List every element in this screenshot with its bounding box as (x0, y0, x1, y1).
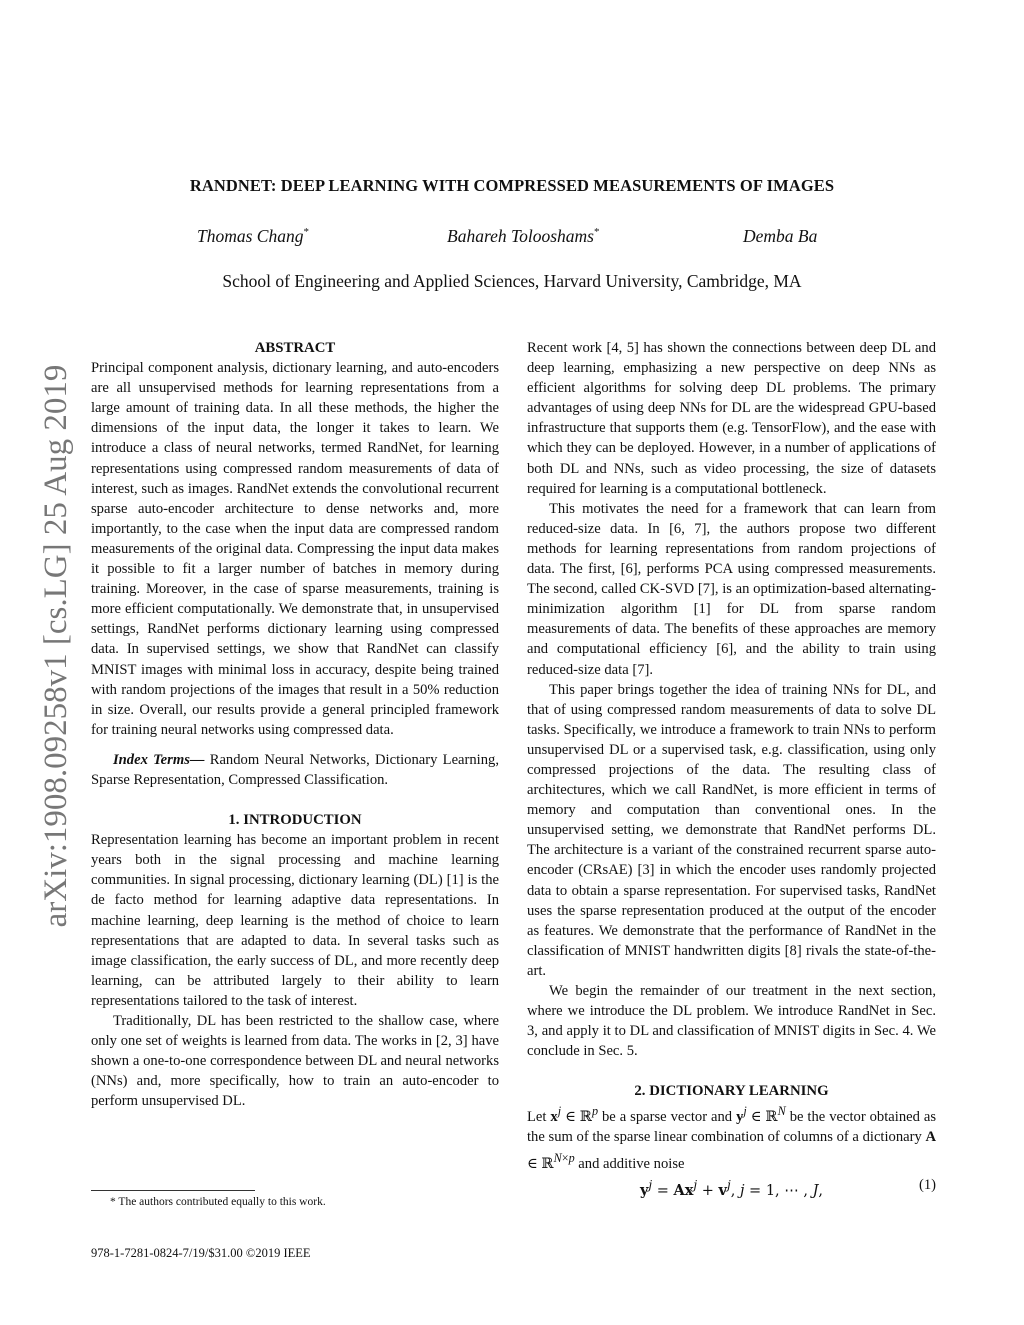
right-column (527, 338, 937, 1200)
affiliation: School of Engineering and Applied Sciences, Harvard University, Cambridge, MA (222, 271, 802, 291)
footnote-rule (91, 1190, 255, 1191)
left-column (91, 338, 499, 1111)
abstract-text: Principal component analysis, dictionary learning, and auto-encoders are all unsupervised methods for learning representations from a large amount of training data. In all these methods, the higher the dimensions of the input data, the longer it takes to learn. We introduce a class of neural networks, termed RandNet, for learning representations using compressed random measurements of data of interest, such as images. RandNet extends the convolutional recurrent sparse auto-encoder architecture to dense networks and, more importantly, to the case when the input data are compressed random measurements of the original data. Compressing the input data makes it possible to fit a larger number of batches in memory during training. Moreover, in the case of sparse measurements, training is more efficient computationally. We demonstrate that, in unsupervised settings, RandNet performs dictionary learning using compressed data. In supervised settings, we show that RandNet can classify MNIST images with minimal loss in accuracy, despite being trained with random projections of the images that result in a 50% reduction in size. Overall, our results provide a general principled framework for training neural networks using compressed data. (91, 360, 499, 738)
equation-1: $y^j = Ax^j + v^j$, j = 1, ⋯ , J, (1) (639, 1177, 936, 1200)
index-terms-text: Random Neural Networks, Dictionary Learning, Sparse Representation, Compressed Classification. (91, 751, 499, 788)
intro-paragraph-5: This paper brings together the idea of training NNs for DL, and that of using compressed random measurements of data to solve DL tasks. Specifically, we introduce a framework to train NNs to perform unsupervised DL or a supervised task, e.g. classification, using only compressed projections of the data. The resulting class of architectures, which we call RandNet, is more efficient in terms of memory and computation than conventional ones. In the unsupervised setting, we demonstrate that RandNet performs DL. The architecture is a variant of the constrained recurrent sparse auto-encoder (CRsAE) [3] in which the encoder uses randomly projected data to obtain a sparse representation. For supervised tasks, RandNet uses the sparse representation produced at the output of the encoder as features. We demonstrate that the performance of RandNet in the classification of MNIST handwritten digits [8] rivals the state-of-the-art. (527, 681, 936, 979)
intro-paragraph-2: Traditionally, DL has been restricted to the shallow case, where only one set of weights is learned from data. The works in [2, 3] have shown a one-to-one correspondence between DL and neural networks (NNs) and, more specifically, how to train an auto-encoder to perform unsupervised DL. (91, 1013, 499, 1110)
intro-paragraph-1: Representation learning has become an important problem in recent years both in the signal processing and machine learning communities. In signal processing, dictionary learning (DL) [1] is the de facto method for learning adaptive data representations. In machine learning, deep learning is the method of choice to learn representations that are adapted to data. In several tasks such as image classification, the early success of DL, and more recently deep learning, can be attributed largely to their ability to learn representations tailored to the task of interest. (91, 832, 499, 1009)
index-terms-label: Index Terms— (113, 751, 205, 768)
dict-heading: 2. DICTIONARY LEARNING (634, 1083, 829, 1100)
equation-number: (1) (918, 1177, 936, 1194)
index-terms (91, 750, 499, 790)
footnote: * The authors contributed equally to this work. (110, 1196, 326, 1208)
intro-paragraph-6: We begin the remainder of our treatment in the next section, where we introduce the DL problem. We introduce RandNet in Sec. 3, and apply it to DL and classification of MNIST digits in Sec. 4. We conclude in Sec. 5. (527, 983, 936, 1060)
paper-title: RANDNET: DEEP LEARNING WITH COMPRESSED MEASUREMENTS OF IMAGES (189, 176, 835, 195)
author-1: Thomas Chang* (197, 226, 309, 246)
isbn-line: 978-1-7281-0824-7/19/$31.00 ©2019 IEEE (91, 1246, 311, 1260)
author-2: Bahareh Tolooshams* (447, 226, 600, 246)
dict-paragraph: Let $x^j$ ∈ ℝ$^p$ be a sparse vector and $y^j$ ∈ ℝ$^N$ be the vector obtained as the sum of the sparse linear combination of columns of a dictionary A ∈ ℝ$^{N\times p}$ and additive noise (527, 1104, 937, 1172)
arxiv-stamp: arXiv:1908.09258v1 [cs.LG] 25 Aug 2019 (38, 364, 74, 928)
intro-heading: 1. INTRODUCTION (228, 812, 362, 829)
author-3: Demba Ba (743, 226, 818, 246)
abstract-heading: ABSTRACT (254, 340, 336, 356)
intro-paragraph-3: Recent work [4, 5] has shown the connections between deep DL and deep learning, emphasizing a new perspective on deep NNs as efficient algorithms for solving deep DL problems. The primary advantages of using deep NNs for DL are the widespread GPU-based infrastructure that supports them (e.g. TensorFlow), and the ease with which they can be deployed. However, in a number of applications of both DL and NNs, such as video processing, the size of datasets required for learning is a computational bottleneck. (527, 340, 936, 497)
intro-paragraph-4: This motivates the need for a framework that can learn from reduced-size data. In [6, 7], the authors propose two different methods for learning representations from random projections of data. The first, [6], performs PCA using compressed measurements. The second, called CK-SVD [7], is an optimization-based alternating-minimization algorithm [1] for DL from sparse random measurements of data. The benefits of these approaches are memory and computational efficiency [6], and the ability to train using reduced-size data [7]. (527, 500, 936, 678)
